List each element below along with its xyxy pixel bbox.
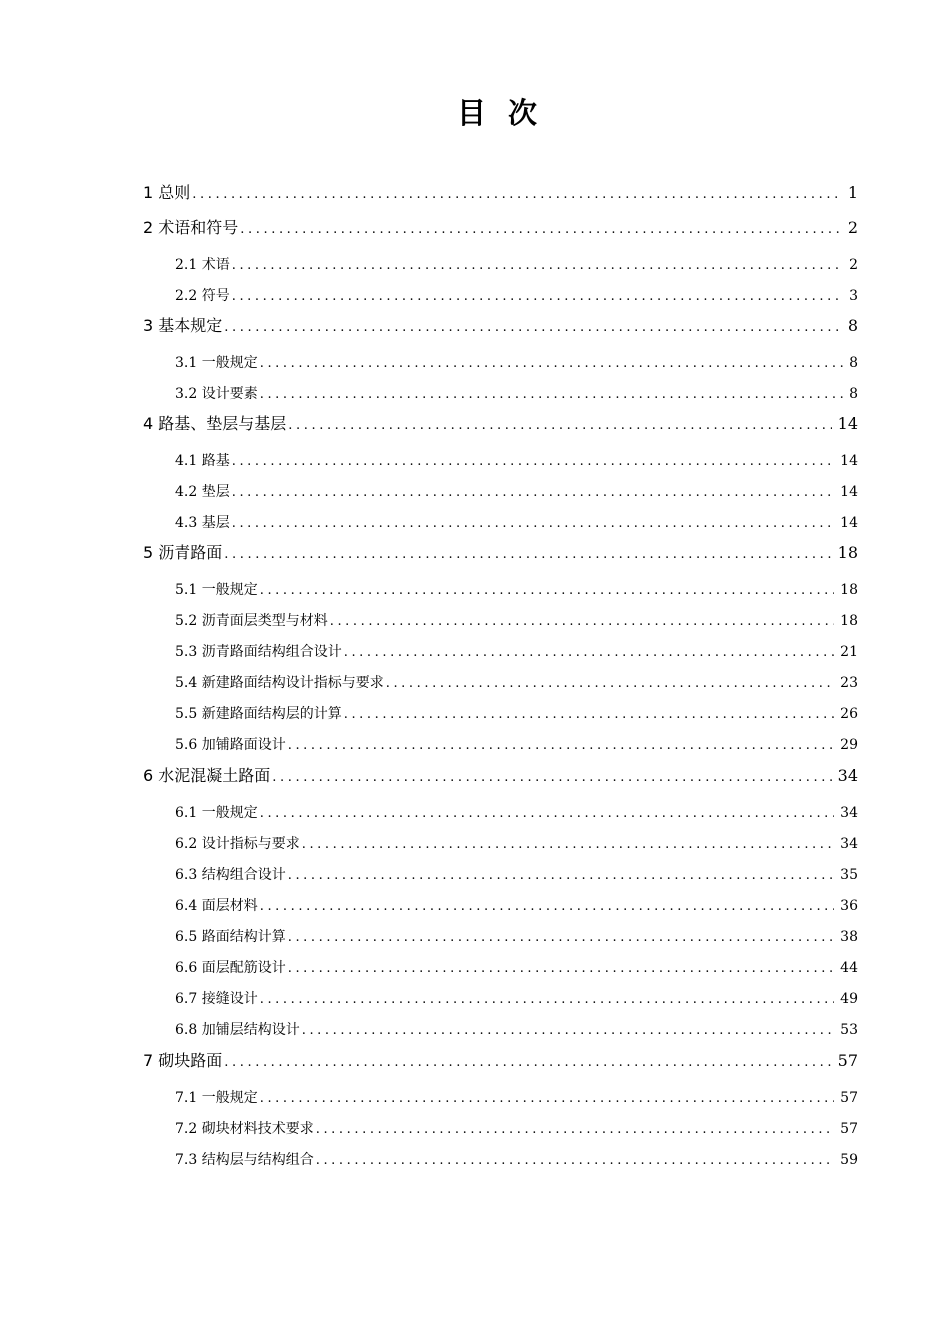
toc-leader-dots [260, 803, 834, 825]
toc-entry-page: 57 [840, 1121, 858, 1137]
toc-entry-label: 6.6 面层配筋设计 [175, 960, 286, 976]
toc-entry-page: 23 [840, 675, 858, 691]
toc-entry-7[interactable] [143, 1049, 858, 1073]
toc-leader-dots [260, 896, 834, 918]
toc-entry-5-3[interactable] [175, 641, 858, 663]
toc-leader-dots [232, 286, 843, 308]
toc-leader-dots [302, 834, 834, 856]
toc-entry-page: 26 [840, 706, 858, 722]
toc-leader-dots [316, 1150, 834, 1172]
toc-entry-page: 14 [837, 414, 858, 433]
toc-entry-label: 5.3 沥青路面结构组合设计 [175, 644, 342, 660]
toc-entry-page: 21 [840, 644, 858, 660]
toc-entry-label: 7.2 砌块材料技术要求 [175, 1121, 314, 1137]
toc-leader-dots [232, 482, 834, 504]
toc-entry-7-3[interactable] [175, 1149, 858, 1171]
toc-leader-dots [260, 1088, 834, 1110]
toc-entry-6[interactable] [143, 764, 858, 788]
toc-entry-6-8[interactable] [175, 1019, 858, 1041]
toc-entry-page: 34 [840, 836, 858, 852]
toc-entry-3-2[interactable] [175, 383, 858, 405]
toc-entry-label: 3.2 设计要素 [175, 386, 258, 402]
toc-leader-dots [344, 704, 834, 726]
toc-entry-4[interactable] [143, 412, 858, 436]
toc-entry-label: 4.1 路基 [175, 453, 230, 469]
toc-entry-label: 5.1 一般规定 [175, 582, 258, 598]
toc-entry-3[interactable] [143, 314, 858, 338]
toc-entry-7-1[interactable] [175, 1087, 858, 1109]
toc-entry-label: 6.7 接缝设计 [175, 991, 258, 1007]
toc-entry-page: 3 [849, 288, 858, 304]
toc-leader-dots [344, 642, 834, 664]
toc-entry-page: 2 [849, 257, 858, 273]
toc-entry-page: 14 [840, 515, 858, 531]
toc-entry-page: 8 [847, 316, 858, 335]
toc-entry-label: 5.6 加铺路面设计 [175, 737, 286, 753]
toc-entry-page: 29 [840, 737, 858, 753]
toc-leader-dots [232, 513, 834, 535]
toc-entry-label: 4.3 基层 [175, 515, 230, 531]
toc-entry-5-6[interactable] [175, 734, 858, 756]
toc-leader-dots [260, 353, 843, 375]
toc-entry-6-4[interactable] [175, 895, 858, 917]
toc-entry-label: 3 基本规定 [143, 316, 223, 335]
toc-entry-5-1[interactable] [175, 579, 858, 601]
toc-entry-page: 53 [840, 1022, 858, 1038]
toc-entry-page: 38 [840, 929, 858, 945]
toc-entry-7-2[interactable] [175, 1118, 858, 1140]
toc-leader-dots [288, 865, 834, 887]
toc-entry-4-1[interactable] [175, 450, 858, 472]
toc-entry-page: 18 [840, 613, 858, 629]
toc-entry-page: 18 [837, 543, 858, 562]
toc-leader-dots [302, 1020, 834, 1042]
toc-entry-label: 3.1 一般规定 [175, 355, 258, 371]
toc-leader-dots [288, 414, 831, 438]
page-title: 目 次 [456, 96, 544, 130]
toc-leader-dots [240, 218, 842, 242]
toc-entry-label: 1 总则 [143, 183, 191, 202]
toc-entry-page: 34 [837, 766, 858, 785]
toc-entry-label: 5 沥青路面 [143, 543, 223, 562]
toc-entry-page: 1 [847, 183, 858, 202]
toc-entry-page: 18 [840, 582, 858, 598]
toc-entry-page: 49 [840, 991, 858, 1007]
toc-entry-label: 6 水泥混凝土路面 [143, 766, 271, 785]
toc-entry-3-1[interactable] [175, 352, 858, 374]
toc-entry-6-2[interactable] [175, 833, 858, 855]
toc-entry-label: 2 术语和符号 [143, 218, 239, 237]
toc-leader-dots [288, 735, 834, 757]
toc-entry-page: 57 [837, 1051, 858, 1070]
toc-leader-dots [316, 1119, 834, 1141]
toc-entry-6-7[interactable] [175, 988, 858, 1010]
toc-entry-label: 2.1 术语 [175, 257, 230, 273]
toc-entry-label: 7.3 结构层与结构组合 [175, 1152, 314, 1168]
toc-leader-dots [288, 927, 834, 949]
toc-leader-dots [260, 384, 843, 406]
toc-leader-dots [224, 543, 831, 567]
toc-entry-page: 59 [840, 1152, 858, 1168]
toc-entry-6-6[interactable] [175, 957, 858, 979]
toc-leader-dots [232, 255, 843, 277]
toc-entry-label: 6.1 一般规定 [175, 805, 258, 821]
toc-entry-page: 36 [840, 898, 858, 914]
toc-entry-page: 8 [849, 386, 858, 402]
toc-entry-6-5[interactable] [175, 926, 858, 948]
toc-leader-dots [224, 1051, 831, 1075]
toc-leader-dots [192, 183, 842, 207]
toc-leader-dots [260, 989, 834, 1011]
toc-entry-label: 6.4 面层材料 [175, 898, 258, 914]
toc-entry-4-2[interactable] [175, 481, 858, 503]
toc-entry-page: 44 [840, 960, 858, 976]
toc-entry-label: 7.1 一般规定 [175, 1090, 258, 1106]
toc-entry-page: 14 [840, 484, 858, 500]
toc-entry-6-3[interactable] [175, 864, 858, 886]
toc-entry-1[interactable] [143, 181, 858, 205]
toc-entry-4-3[interactable] [175, 512, 858, 534]
toc-entry-2-1[interactable] [175, 254, 858, 276]
toc-entry-label: 6.2 设计指标与要求 [175, 836, 300, 852]
toc-entry-label: 6.8 加铺层结构设计 [175, 1022, 300, 1038]
toc-entry-page: 57 [840, 1090, 858, 1106]
toc-entry-2-2[interactable] [175, 285, 858, 307]
toc-entry-5[interactable] [143, 541, 858, 565]
toc-entry-label: 7 砌块路面 [143, 1051, 223, 1070]
toc-entry-5-2[interactable] [175, 610, 858, 632]
toc-entry-5-5[interactable] [175, 703, 858, 725]
toc-entry-label: 6.5 路面结构计算 [175, 929, 286, 945]
toc-leader-dots [232, 451, 834, 473]
toc-entry-label: 4.2 垫层 [175, 484, 230, 500]
toc-entry-label: 5.5 新建路面结构层的计算 [175, 706, 342, 722]
toc-leader-dots [386, 673, 834, 695]
toc-entry-5-4[interactable] [175, 672, 858, 694]
toc-entry-page: 35 [840, 867, 858, 883]
toc-entry-2[interactable] [143, 216, 858, 240]
toc-entry-label: 5.4 新建路面结构设计指标与要求 [175, 675, 384, 691]
toc-entry-label: 4 路基、垫层与基层 [143, 414, 287, 433]
toc-entry-page: 14 [840, 453, 858, 469]
toc-entry-page: 8 [849, 355, 858, 371]
toc-leader-dots [224, 316, 842, 340]
toc-entry-label: 6.3 结构组合设计 [175, 867, 286, 883]
toc-entry-page: 34 [840, 805, 858, 821]
toc-entry-label: 5.2 沥青面层类型与材料 [175, 613, 328, 629]
toc-entry-label: 2.2 符号 [175, 288, 230, 304]
toc-leader-dots [260, 580, 834, 602]
toc-entry-6-1[interactable] [175, 802, 858, 824]
toc-leader-dots [330, 611, 834, 633]
toc-leader-dots [288, 958, 834, 980]
toc-leader-dots [272, 766, 831, 790]
toc-entry-page: 2 [847, 218, 858, 237]
